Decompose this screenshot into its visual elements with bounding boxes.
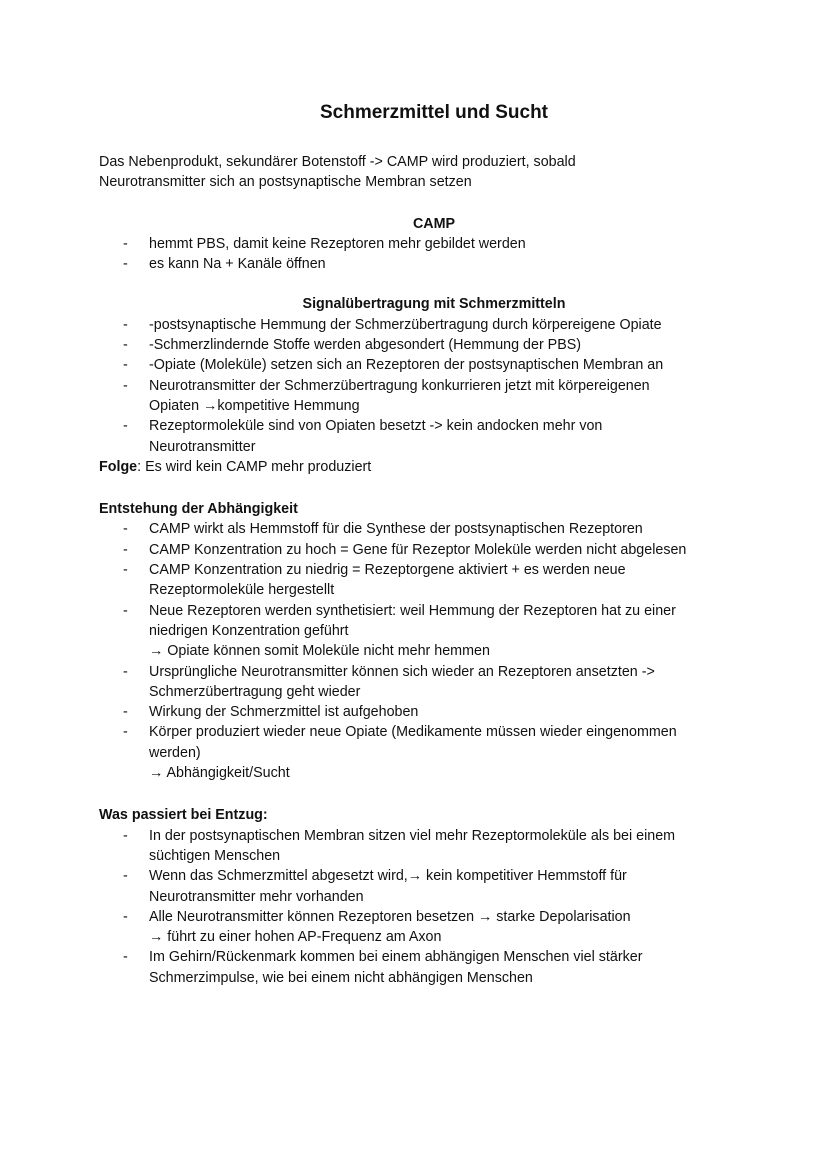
list-item-text: → führt zu einer hohen AP-Frequenz am Axon: [149, 929, 442, 946]
list-item-text: - Körper produziert wieder neue Opiate (Medikamente müssen wieder eingenommen: [149, 724, 677, 741]
abhaengigkeit-list: [99, 519, 739, 783]
intro-line: Das Nebenprodukt, sekundärer Botenstoff -> CAMP wird produziert, sobald: [99, 154, 576, 170]
list-item-text: hemmt PBS, damit keine Rezeptoren mehr gebildet werden: [149, 235, 526, 252]
list-item: [99, 866, 739, 907]
camp-list: [99, 234, 739, 275]
document-page: [99, 100, 739, 988]
list-item-text: - Alle Neurotransmitter können Rezeptoren besetzen → starke Depolarisation: [149, 908, 631, 925]
intro-line: Neurotransmitter sich an postsynaptische Membran setzen: [99, 174, 472, 191]
list-item-text: - CAMP wirkt als Hemmstoff für die Synthese der postsynaptischen Rezeptoren: [149, 521, 643, 538]
list-item-text: - Im Gehirn/Rückenmark kommen bei einem abhängigen Menschen viel stärker: [149, 949, 643, 966]
list-item-text: Neurotransmitter mehr vorhanden: [149, 888, 364, 905]
list-item: [99, 355, 739, 375]
list-item: [99, 947, 739, 988]
list-item: [99, 540, 739, 560]
list-item-text: es kann Na + Kanäle öffnen: [149, 256, 326, 273]
list-item-text: - Rezeptormoleküle sind von Opiaten besetzt -> kein andocken mehr von: [149, 418, 603, 435]
signal-list: [99, 315, 739, 457]
list-item-text: - Ursprüngliche Neurotransmitter können sich wieder an Rezeptoren ansetzten ->: [149, 663, 655, 680]
list-item: [99, 702, 739, 722]
camp-heading: CAMP: [412, 215, 456, 232]
list-item-text: - Neurotransmitter der Schmerzübertragung konkurrieren jetzt mit körpereigenen: [149, 377, 650, 394]
list-item: [99, 234, 739, 254]
list-item: [99, 376, 739, 417]
list-item-text: - -Opiate (Moleküle) setzen sich an Rezeptoren der postsynaptischen Membran an: [149, 357, 664, 374]
list-item-text: Neurotransmitter: [149, 438, 256, 455]
list-item-text: - -postsynaptische Hemmung der Schmerzübertragung durch körpereigene Opiate: [149, 316, 662, 333]
list-item-text: - Wirkung der Schmerzmittel ist aufgehoben: [149, 704, 419, 721]
list-item: [99, 315, 739, 335]
list-item: [99, 722, 739, 783]
list-item-text: - Neue Rezeptoren werden synthetisiert: weil Hemmung der Rezeptoren hat zu einer: [149, 602, 676, 619]
page-title: Schmerzmittel und Sucht: [319, 102, 549, 123]
list-item-text: süchtigen Menschen: [149, 847, 281, 864]
list-item: [99, 907, 739, 948]
list-item-text: - In der postsynaptischen Membran sitzen viel mehr Rezeptormoleküle als bei einem: [149, 827, 676, 844]
list-item-text: niedrigen Konzentration geführt: [149, 622, 349, 639]
list-item-text: Schmerzimpulse, wie bei einem nicht abhängigen Menschen: [149, 969, 533, 986]
list-item: [99, 662, 739, 703]
list-item: [99, 519, 739, 539]
entzug-heading: Was passiert bei Entzug:: [99, 807, 268, 824]
list-item-text: - CAMP Konzentration zu hoch = Gene für Rezeptor Moleküle werden nicht abgelesen: [149, 541, 687, 558]
list-item: [99, 826, 739, 867]
list-item-text: - CAMP Konzentration zu niedrig = Rezeptorgene aktiviert + es werden neue: [149, 562, 626, 579]
list-item-text: Rezeptormoleküle hergestellt: [149, 582, 335, 599]
folge-label: Folge: [99, 458, 138, 475]
abhaengigkeit-heading: Entstehung der Abhängigkeit: [99, 501, 298, 518]
list-item-text: - -Schmerzlindernde Stoffe werden abgesondert (Hemmung der PBS): [149, 337, 582, 354]
list-item-text: → Opiate können somit Moleküle nicht mehr hemmen: [149, 643, 490, 660]
list-item-text: → Abhängigkeit/Sucht: [149, 765, 290, 782]
entzug-list: [99, 826, 739, 988]
list-item-text: werden): [149, 744, 201, 761]
list-item-text: - Wenn das Schmerzmittel abgesetzt wird,→ kein kompetitiver Hemmstoff für: [149, 868, 627, 885]
list-item: [99, 254, 739, 274]
list-item-text: Opiaten →kompetitive Hemmung: [149, 397, 360, 414]
list-item: [99, 416, 739, 457]
list-item: [99, 601, 739, 662]
folge-line: [99, 457, 739, 477]
signal-heading: Signalübertragung mit Schmerzmitteln: [302, 296, 566, 313]
intro-paragraph: [99, 152, 739, 193]
folge-text: : Es wird kein CAMP mehr produziert: [137, 458, 372, 475]
list-item: [99, 560, 739, 601]
list-item: [99, 335, 739, 355]
list-item-text: Schmerzübertragung geht wieder: [149, 683, 361, 700]
